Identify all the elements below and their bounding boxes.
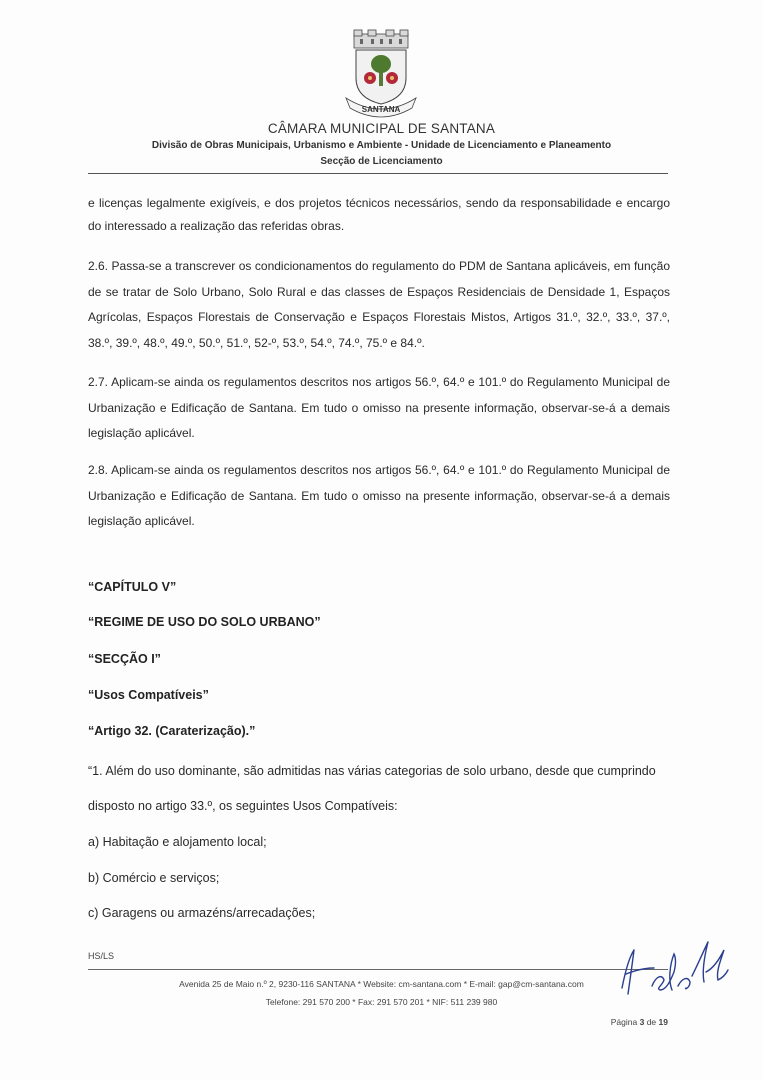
paragraph-2-6: 2.6. Passa-se a transcrever os condicionamentos do regulamento do PDM de Santana aplicáveis, em função de se tratar de Solo Urbano, Solo Rural e das classes de Espaços Residenciais de Densidade 1, Espaços Agrícolas, Espaços Florestais de Conservação e Espaços Florestais Mistos, Artigos 31.º, 32.º, 33.º, 37.º, 38.º, 39.º, 48.º, 49.º, 50.º, 51.º, 52-º, 53.º, 54.º, 74.º, 75.º e 84.º.	[88, 259, 670, 350]
regime-heading: “REGIME DE USO DO SOLO URBANO”	[88, 615, 321, 629]
list-item-b: b) Comércio e serviços;	[88, 871, 220, 885]
page-number: Página 3 de 19	[610, 1017, 668, 1027]
section-heading: “SECÇÃO I”	[88, 652, 161, 666]
footer-divider	[88, 969, 668, 970]
paragraph-2-8: 2.8. Aplicam-se ainda os regulamentos descritos nos artigos 56.º, 64.º e 101.º do Regulamento Municipal de Urbanização e Edificação de Santana. Em tudo o omisso na presente informação, observar-se-á a demais legislação aplicável.	[88, 463, 670, 528]
municipal-crest-emblem	[338, 28, 424, 118]
author-initials: HS/LS	[88, 951, 115, 961]
footer-contacts: Telefone: 291 570 200 * Fax: 291 570 201 * NIF: 511 239 980	[265, 997, 498, 1007]
header-title: CÂMARA MUNICIPAL DE SANTANA	[267, 121, 496, 136]
header-section: Secção de Licenciamento	[320, 156, 443, 167]
list-intro-line-1: “1. Além do uso dominante, são admitidas nas várias categorias de solo urbano, desde que cumprindo	[88, 764, 656, 778]
handwritten-signature	[612, 928, 732, 1004]
paragraph-licencas: e licenças legalmente exigíveis, e dos projetos técnicos necessários, sendo da responsabilidade e encargo do interessado a realização das referidas obras.	[88, 196, 670, 233]
crest-ribbon-label: SANTANA	[361, 105, 401, 114]
header-division: Divisão de Obras Municipais, Urbanismo e Ambiente - Unidade de Licenciamento e Planeamento	[151, 140, 612, 151]
paragraph-2-7: 2.7. Aplicam-se ainda os regulamentos descritos nos artigos 56.º, 64.º e 101.º do Regulamento Municipal de Urbanização e Edificação de Santana. Em tudo o omisso na presente informação, observar-se-á a demais legislação aplicável.	[88, 375, 670, 440]
article-heading: “Artigo 32. (Caraterização).”	[88, 724, 256, 738]
chapter-heading: “CAPÍTULO V”	[88, 580, 177, 594]
list-item-a: a) Habitação e alojamento local;	[88, 835, 267, 849]
list-item-c: c) Garagens ou armazéns/arrecadações;	[88, 906, 316, 920]
list-intro-line-2: disposto no artigo 33.º, os seguintes Usos Compatíveis:	[88, 799, 398, 813]
uses-heading: “Usos Compatíveis”	[88, 688, 209, 702]
footer-address: Avenida 25 de Maio n.º 2, 9230-116 SANTANA * Website: cm-santana.com * E-mail: gap@cm-santana.com	[179, 979, 584, 989]
header-divider	[88, 173, 668, 174]
